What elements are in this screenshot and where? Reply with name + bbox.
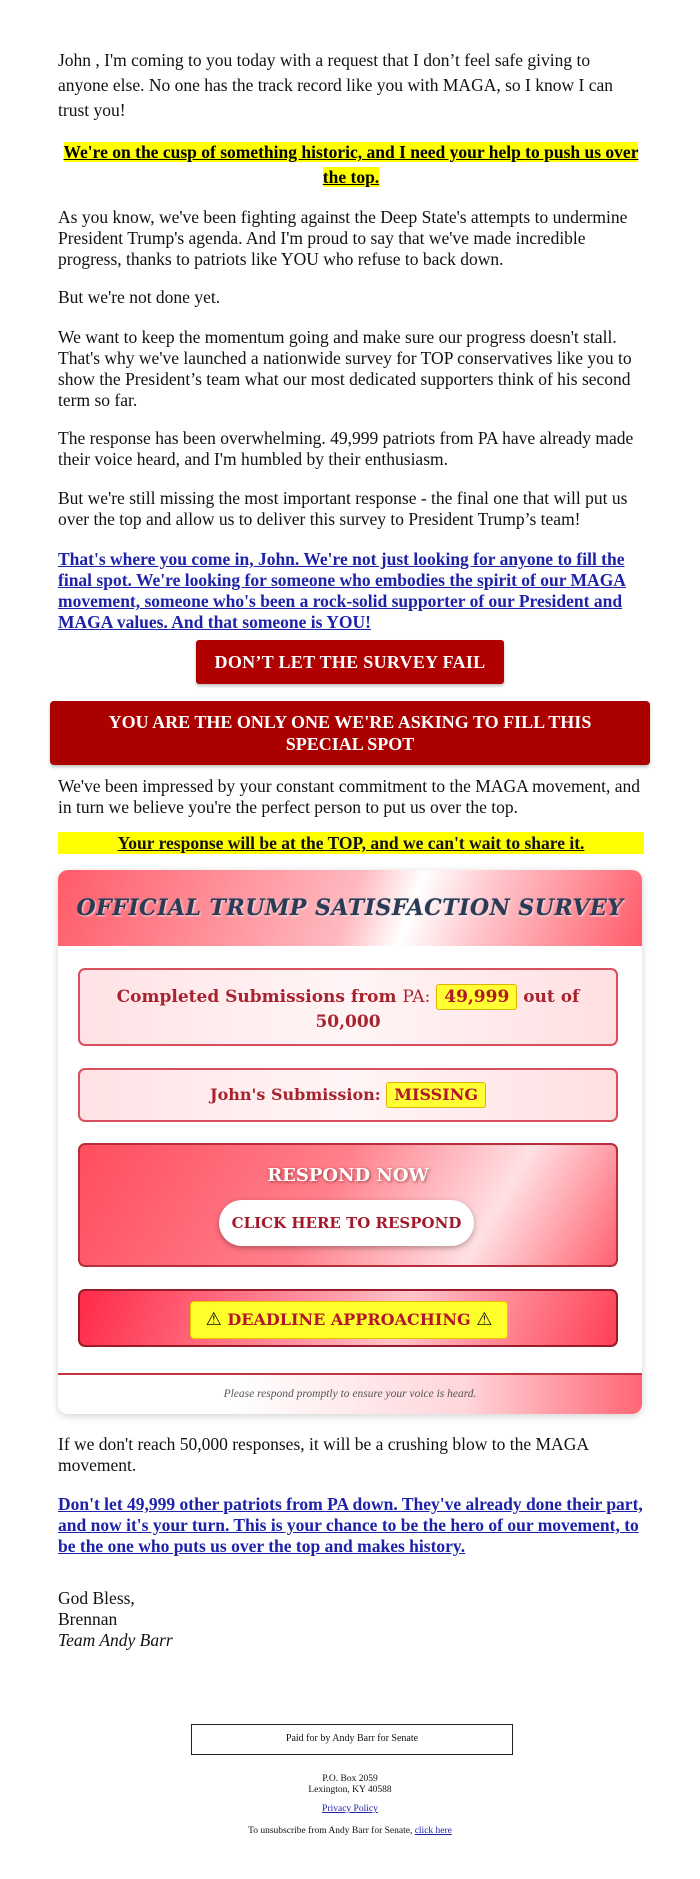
highlight-callout [58, 140, 644, 190]
state-label: PA: [402, 987, 431, 1007]
dont-let-survey-fail-button[interactable]: DON’T LET THE SURVEY FAIL [196, 640, 504, 684]
submission-status-badge: MISSING [386, 1082, 486, 1108]
paragraph-missing-response: But we're still missing the most important response - the final one that will put us over the top and allow us to deliver this survey to President Trump’s team! [58, 488, 628, 529]
unsubscribe-text: To unsubscribe from Andy Barr for Senate, [248, 1826, 413, 1836]
submission-status-card [78, 1068, 618, 1122]
signature-block [58, 1588, 173, 1651]
survey-header [58, 870, 642, 946]
paid-for-disclaimer: Paid for by Andy Barr for Senate [191, 1724, 513, 1755]
submission-name: John [210, 1085, 252, 1104]
deadline-badge [190, 1301, 508, 1339]
completed-label: Completed Submissions from [116, 987, 397, 1007]
privacy-policy-link[interactable]: Privacy Policy [322, 1804, 378, 1814]
paragraph-survey-launch: We want to keep the momentum going and make sure our progress doesn't stall. That's why we've launched a nationwide survey for TOP conservatives like you to show the President’s team what our most dedicated supporters think of his second term so far. [58, 327, 632, 410]
address-line-2: Lexington, KY 40588 [308, 1785, 392, 1795]
highlight-text: We're on the cusp of something historic, and I need your help to push us over the top. [63, 142, 639, 187]
closing-line: God Bless, [58, 1588, 135, 1608]
link-you-come-in[interactable]: That's where you come in, John. We're not just looking for anyone to fill the final spot. We're looking for someone who embodies the spirit of our MAGA movement, someone who's been a rock-solid supporter of our President and MAGA values. And that someone is YOU! [58, 549, 626, 632]
unsubscribe-link[interactable]: click here [414, 1826, 452, 1836]
intro-paragraph: John , I'm coming to you today with a request that I don’t feel safe giving to anyone else. No one has the track record like you with MAGA, so I know I can trust you! [58, 50, 613, 120]
respond-now-card [78, 1143, 618, 1267]
survey-footer-note: Please respond promptly to ensure your voice is heard. [58, 1373, 642, 1414]
out-of-label: out of [523, 987, 580, 1007]
completed-submissions-card [78, 968, 618, 1046]
paragraph-crushing-blow: If we don't reach 50,000 responses, it will be a crushing blow to the MAGA movement. [58, 1434, 588, 1475]
deadline-card [78, 1289, 618, 1347]
unsubscribe-line [0, 1826, 700, 1836]
team-name: Team Andy Barr [58, 1630, 173, 1650]
submission-label: 's Submission: [251, 1085, 381, 1104]
special-spot-banner [50, 701, 650, 765]
paragraph-deep-state: As you know, we've been fighting against the Deep State's attempts to undermine President Trump's agenda. And I'm proud to say that we've made incredible progress, thanks to patriots like YOU who refuse to back down. [58, 207, 628, 269]
survey-title: OFFICIAL TRUMP SATISFACTION SURVEY [76, 895, 624, 921]
respond-now-heading: RESPOND NOW [267, 1165, 429, 1186]
address-line-1: P.O. Box 2059 [322, 1774, 378, 1784]
warning-triangle-icon: ⚠ [476, 1309, 493, 1330]
completed-count: 49,999 [436, 984, 517, 1010]
signer-name: Brennan [58, 1609, 118, 1629]
paragraph-commitment: We've been impressed by your constant commitment to the MAGA movement, and in turn we believe you're the perfect person to put us over the top. [58, 776, 641, 817]
response-top-callout: Your response will be at the TOP, and we can't wait to share it. [58, 832, 644, 854]
goal-count: 50,000 [315, 1012, 381, 1032]
paragraph-not-done: But we're not done yet. [58, 287, 221, 307]
survey-widget [58, 870, 642, 1414]
mailing-address [0, 1774, 700, 1796]
link-dont-let-down[interactable]: Don't let 49,999 other patriots from PA down. They've already done their part, and now it's your turn. This is your chance to be the hero of our movement, to be the one who puts us over the top and makes history. [58, 1494, 643, 1556]
deadline-text: DEADLINE APPROACHING [227, 1310, 471, 1329]
banner-text: YOU ARE THE ONLY ONE WE'RE ASKING TO FILL THIS SPECIAL SPOT [108, 712, 592, 754]
warning-triangle-icon: ⚠ [205, 1309, 222, 1330]
click-here-to-respond-button[interactable]: CLICK HERE TO RESPOND [219, 1200, 474, 1246]
paragraph-response: The response has been overwhelming. 49,999 patriots from PA have already made their voice heard, and I'm humbled by their enthusiasm. [58, 428, 634, 469]
